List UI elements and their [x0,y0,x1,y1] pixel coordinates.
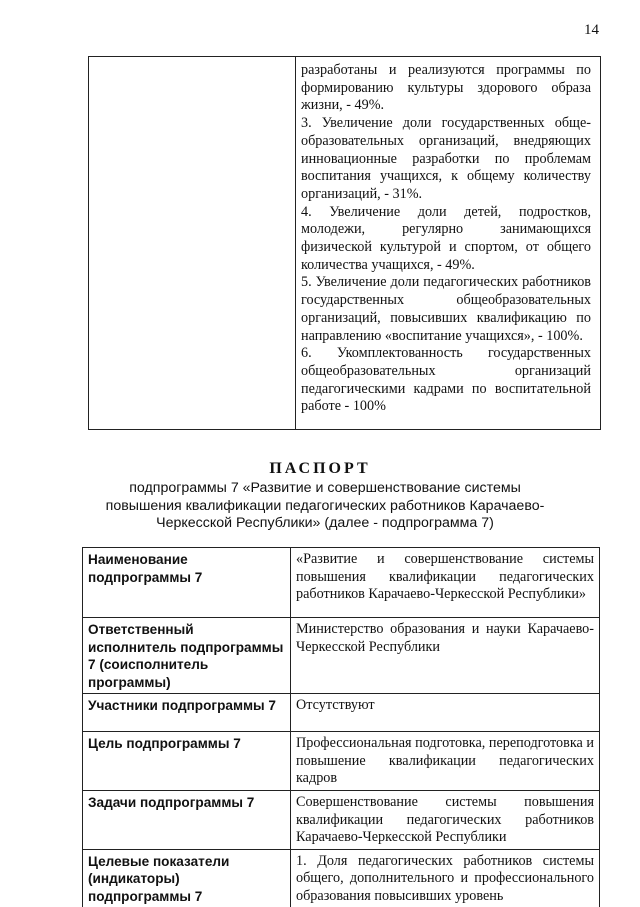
row-value: Министерство образования и науки Карачаево-Черкесской Республики [291,618,600,694]
row-label: Ответственный исполнитель подпрограммы 7 (соисполнитель программы) [83,618,291,694]
row-value: Профессиональная подготовка, переподготовка и повышение квалификации педагогических кадров [291,732,600,791]
row-label: Задачи подпрограммы 7 [83,791,291,850]
page-number: 14 [584,22,599,38]
row-value: Отсутствуют [291,694,600,732]
passport-table [82,547,600,907]
row-label: Участники подпрограммы 7 [83,694,291,732]
row-value: Совершенствование системы повышения квалификации педагогических работников Карачаево-Черкесской Республики [291,791,600,850]
passport-title: ПАСПОРТ [269,460,371,477]
row-value: «Развитие и совершенствование системы повышения квалификации педагогических работников Карачаево-Черкесской Республики» [291,548,600,618]
continuation-text-cell [301,62,591,416]
row-label: Наименование подпрограммы 7 [83,548,291,618]
row-label: Цель подпрограммы 7 [83,732,291,791]
continuation-item: 3. Увеличение доли государственных обще-образовательных организаций, внедряющих инновационные разработки по проблемам воспитания учащихся, к общему количеству организаций, - 31%. [301,115,591,202]
table-row [83,618,600,694]
continuation-item: 6. Укомплектованность государственных общеобразовательных организаций педагогическими кадрами по воспитательной работе - 100% [301,345,591,415]
passport-subtitle: подпрограммы 7 «Развитие и совершенствование системы повышения квалификации педагогических работников Карачаево-Черкесской Республики» (далее - подпрограмма 7) [105,480,545,531]
table-row [83,694,600,732]
continuation-empty-cell [89,57,296,429]
continuation-item: 5. Увеличение доли педагогических работников государственных общеобразовательных организаций, повысивших квалификацию по направлению «воспитание учащихся», - 100%. [301,274,591,344]
table-row [83,849,600,907]
row-label: Целевые показатели (индикаторы) подпрограммы 7 [83,849,291,907]
continuation-item: разработаны и реализуются программы по формированию культуры здорового образа жизни, - 49%. [301,62,591,114]
row-value: 1. Доля педагогических работников системы общего, дополнительного и профессионального образования повысивших уровень [291,849,600,907]
continuation-item: 4. Увеличение доли детей, подростков, молодежи, регулярно занимающихся физической культурой и спортом, от общего количества учащихся, - 49%. [301,203,591,273]
table-row [83,548,600,618]
continuation-table [88,56,601,430]
table-row [83,732,600,791]
table-row [83,791,600,850]
